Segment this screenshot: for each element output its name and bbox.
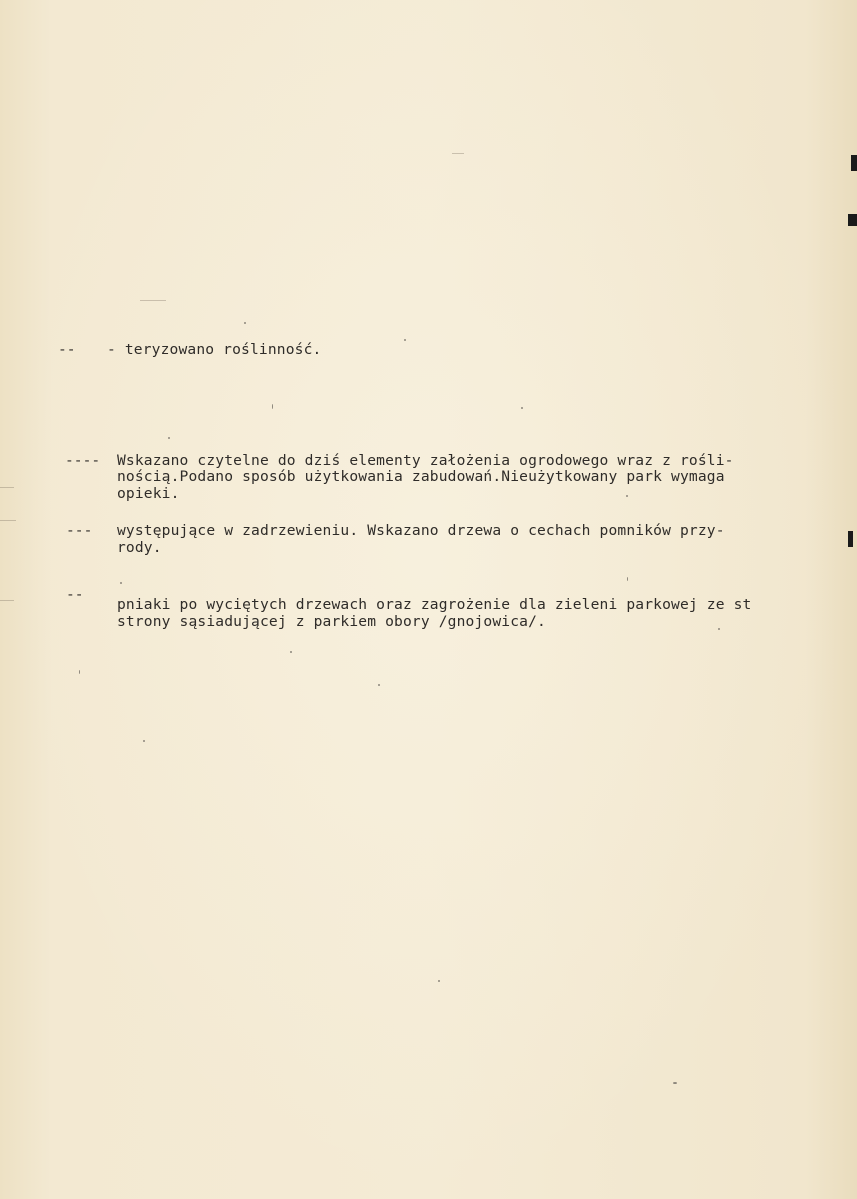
paper-mark [0,520,16,521]
text-line: opieki. [117,485,180,502]
paper-speck [718,628,720,630]
line-marker: ---- [65,452,101,469]
paper-speck [143,740,145,742]
edge-mark [848,531,853,547]
line-marker: --- [66,522,93,539]
paper-speck [627,577,628,581]
paper-mark [0,487,14,488]
paper-speck [168,437,170,439]
paper-speck [438,980,440,982]
text-line: występujące w zadrzewieniu. Wskazano drzewa o cechach pomników przy- [117,522,725,539]
paper-speck [626,495,628,497]
text-line: pniaki po wyciętych drzewach oraz zagrożenie dla zieleni parkowej ze st [117,596,752,613]
edge-mark [851,155,857,171]
text-line: nością.Podano sposób użytkowania zabudowań.Nieużytkowany park wymaga [117,468,725,485]
paper-speck [120,582,122,584]
paper-speck [272,404,273,409]
text-line: Wskazano czytelne do dziś elementy założenia ogrodowego wraz z rośli- [117,452,734,469]
line-marker: -- [58,341,76,358]
paper-mark [140,300,166,301]
paper-speck [521,407,523,409]
paper-speck [378,684,380,686]
line-marker: -- [66,586,84,603]
paper-speck [404,339,406,341]
paper-speck [244,322,246,324]
paper-speck [79,670,80,674]
paper-mark [0,600,14,601]
paper-mark [452,153,464,154]
text-line: strony sąsiadującej z parkiem obory /gnojowica/. [117,613,546,630]
edge-mark [848,214,857,226]
text-line: rody. [117,539,162,556]
paper-speck [673,1082,677,1084]
text-line: - teryzowano roślinność. [107,341,322,358]
paper-speck [290,651,292,653]
